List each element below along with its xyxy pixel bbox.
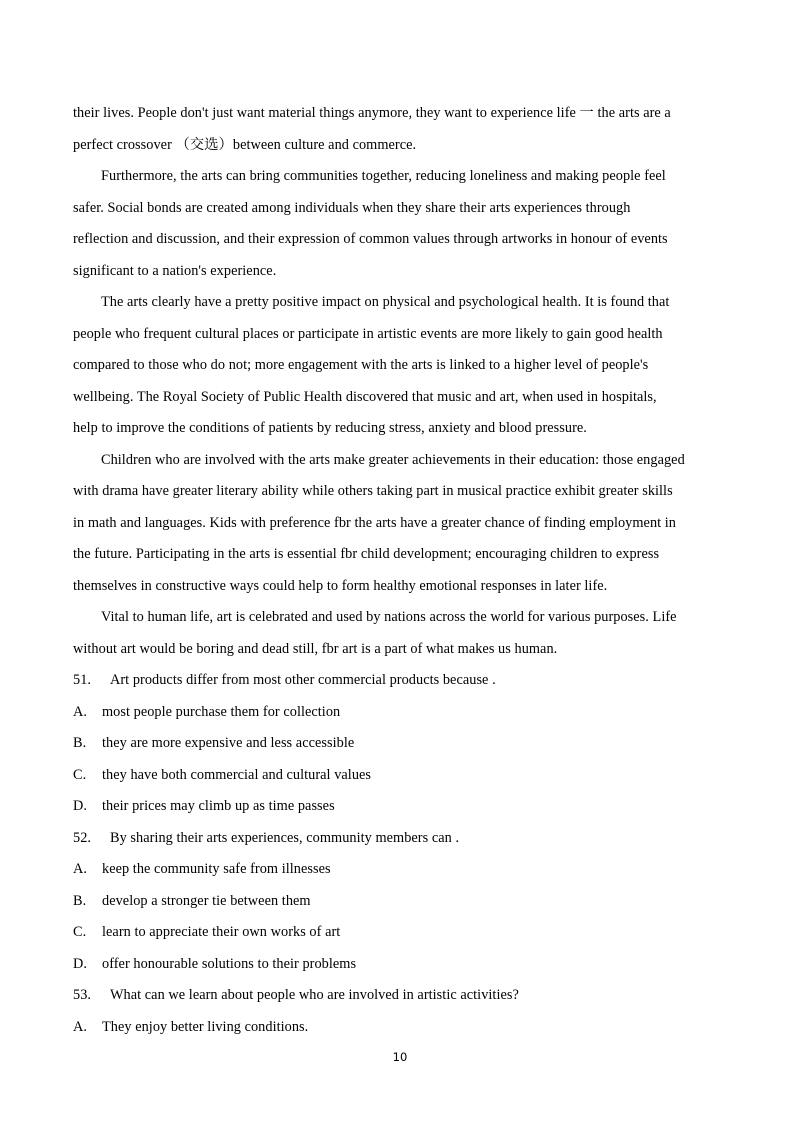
- option-a: [73, 697, 729, 729]
- question-53: [73, 980, 729, 1043]
- option-text: their prices may climb up as time passes: [102, 798, 335, 814]
- option-letter: A.: [73, 1018, 87, 1035]
- passage-line: safer. Social bonds are created among individuals when they share their arts experiences through: [73, 199, 631, 216]
- page-content: [73, 98, 729, 1043]
- option-d: [73, 791, 729, 823]
- question-52: [73, 823, 729, 981]
- option-text: most people purchase them for collection: [102, 703, 341, 720]
- question-number: 52.: [73, 829, 92, 846]
- passage-line: the future. Participating in the arts is essential fbr child development; encouraging children to express: [73, 546, 660, 562]
- passage-line: Furthermore, the arts can bring communities together, reducing loneliness and making people feel: [101, 168, 666, 184]
- passage-line: their lives. People don't just want material things anymore, they want to experience life 一 the arts are a: [73, 105, 671, 121]
- option-a: [73, 854, 729, 886]
- option-text: they have both commercial and cultural values: [102, 766, 372, 783]
- option-c: [73, 760, 729, 792]
- option-c: [73, 917, 729, 949]
- page-number: 10: [392, 1050, 408, 1064]
- passage-line: reflection and discussion, and their expression of common values through artworks in honour of events: [73, 231, 668, 247]
- option-letter: C.: [73, 766, 87, 783]
- question-stem: [73, 980, 729, 1012]
- passage-line: perfect crossover （交选）between culture and commerce.: [73, 136, 417, 153]
- option-letter: A.: [73, 703, 87, 720]
- option-text: they are more expensive and less accessible: [102, 735, 355, 751]
- option-text: develop a stronger tie between them: [102, 892, 311, 909]
- option-b: [73, 886, 729, 918]
- question-number: 53.: [73, 987, 92, 1003]
- question-stem: [73, 665, 729, 697]
- option-letter: D.: [73, 955, 87, 972]
- passage-line: significant to a nation's experience.: [73, 262, 277, 279]
- passage-line: in math and languages. Kids with preference fbr the arts have a greater chance of finding employment in: [73, 514, 677, 531]
- question-text: Art products differ from most other commercial products because .: [110, 672, 496, 688]
- option-text: keep the community safe from illnesses: [102, 861, 331, 877]
- option-letter: D.: [73, 798, 87, 814]
- question-text: By sharing their arts experiences, community members can .: [110, 829, 460, 846]
- passage-line: people who frequent cultural places or participate in artistic events are more likely to gain good health: [73, 325, 663, 342]
- option-a: [73, 1012, 729, 1044]
- option-letter: B.: [73, 892, 87, 909]
- reading-passage: [73, 98, 729, 665]
- passage-line: themselves in constructive ways could help to form healthy emotional responses in later life.: [73, 577, 608, 594]
- question-51: [73, 665, 729, 823]
- question-number: 51.: [73, 672, 92, 688]
- option-letter: A.: [73, 861, 87, 877]
- option-letter: B.: [73, 735, 87, 751]
- option-d: [73, 949, 729, 981]
- question-stem: [73, 823, 729, 855]
- option-b: [73, 728, 729, 760]
- question-text: What can we learn about people who are involved in artistic activities?: [110, 987, 519, 1003]
- passage-line: with drama have greater literary ability while others taking part in musical practice exhibit greater skills: [73, 483, 673, 499]
- passage-line: without art would be boring and dead still, fbr art is a part of what makes us human.: [73, 640, 558, 657]
- passage-line: wellbeing. The Royal Society of Public Health discovered that music and art, when used in hospitals,: [73, 388, 657, 405]
- passage-line: compared to those who do not; more engagement with the arts is linked to a higher level of people's: [73, 357, 649, 373]
- option-letter: C.: [73, 924, 87, 940]
- option-text: learn to appreciate their own works of art: [102, 924, 341, 940]
- passage-line: help to improve the conditions of patients by reducing stress, anxiety and blood pressure.: [73, 420, 587, 436]
- option-text: offer honourable solutions to their problems: [102, 955, 357, 972]
- option-text: They enjoy better living conditions.: [102, 1018, 309, 1035]
- passage-line: Vital to human life, art is celebrated and used by nations across the world for various purposes. Life: [101, 609, 677, 625]
- passage-line: Children who are involved with the arts make greater achievements in their education: those engaged: [101, 451, 685, 468]
- passage-line: The arts clearly have a pretty positive impact on physical and psychological health. It is found that: [101, 294, 670, 310]
